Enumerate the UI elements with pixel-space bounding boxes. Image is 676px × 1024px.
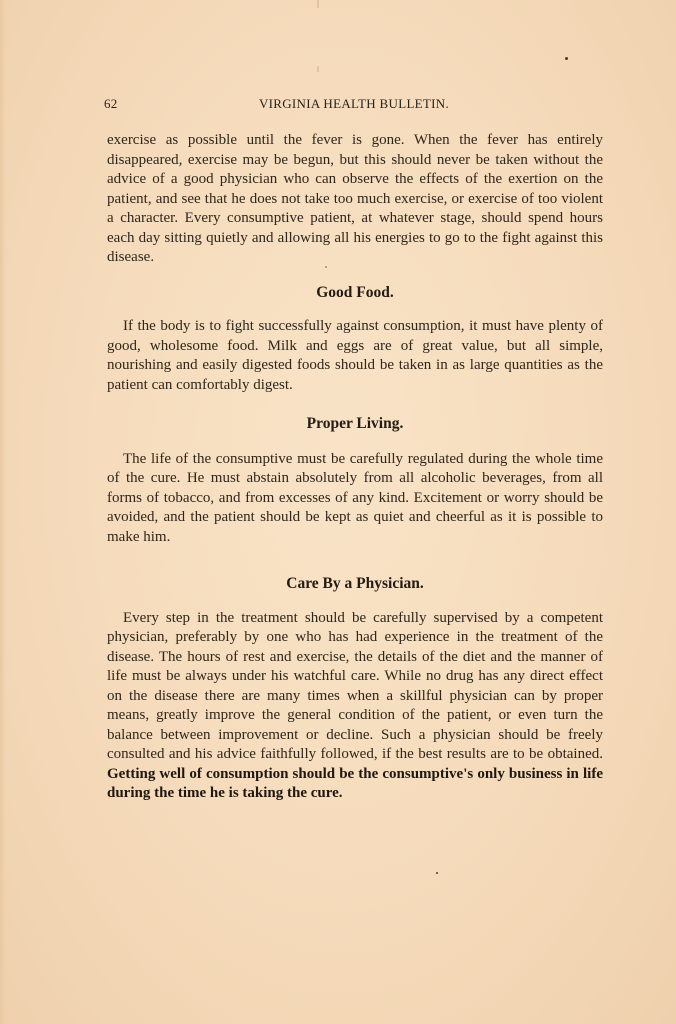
emphasized-conclusion: Getting well of consumption should be the consumptive's only business in life during the time he is taking the cure. — [107, 765, 603, 801]
ink-speck — [565, 57, 568, 60]
fold-mark-upper — [317, 66, 319, 72]
ink-speck — [436, 872, 438, 874]
article-body — [107, 131, 603, 804]
section-body-proper-living: The life of the consumptive must be carefully regulated during the whole time of the cure. He must abstain absolutely from all alcoholic beverages, from all forms of tobacco, and from excesses of any kind. Excitement or worry should be avoided, and the patient should be kept as quiet and cheerful as it is possible to make him. — [107, 450, 603, 545]
page-number: 62 — [104, 96, 118, 111]
intro-paragraph: exercise as possible until the fever is gone. When the fever has entirely disappeared, exercise may be begun, but this should never be taken without the advice of a good physician who can observe the effects of the exertion on the patient, and see that he does not take too much exercise, or exercise of too violent a character. Every consumptive patient, at whatever stage, should spend hours each day sitting quietly and allowing all his energies to go to the fight against this disease. — [107, 132, 603, 265]
section-body-good-food: If the body is to fight successfully against consumption, it must have plenty of good, wholesome food. Milk and eggs are of great value, but all simple, nourishing and easily digested foods should be taken in as large quantities as the patient can comfortably digest. — [107, 318, 603, 393]
running-title: VIRGINIA HEALTH BULLETIN. — [258, 96, 450, 111]
section-heading-care-by-physician: Care By a Physician. — [286, 575, 424, 592]
section-body-care-by-physician — [107, 609, 603, 804]
section-heading-good-food: Good Food. — [316, 283, 394, 301]
physician-body-text: Every step in the treatment should be carefully supervised by a competent physician, preferably by one who has had experience in the treatment of the disease. The hours of rest and exercise, the details of the diet and the manner of life must be always under his watchful care. While no drug has any direct effect on the disease there are many times when a skillful physician can by proper means, greatly improve the general condition of the patient, or even turn the balance between improvement or decline. Such a physician should be freely consulted and his advice faithfully followed, if the best results are to be obtained. — [107, 609, 603, 762]
running-header — [104, 96, 604, 116]
fold-mark-top — [317, 0, 319, 8]
paper-edge-shadow — [0, 0, 6, 1024]
section-heading-proper-living: Proper Living. — [306, 415, 404, 432]
